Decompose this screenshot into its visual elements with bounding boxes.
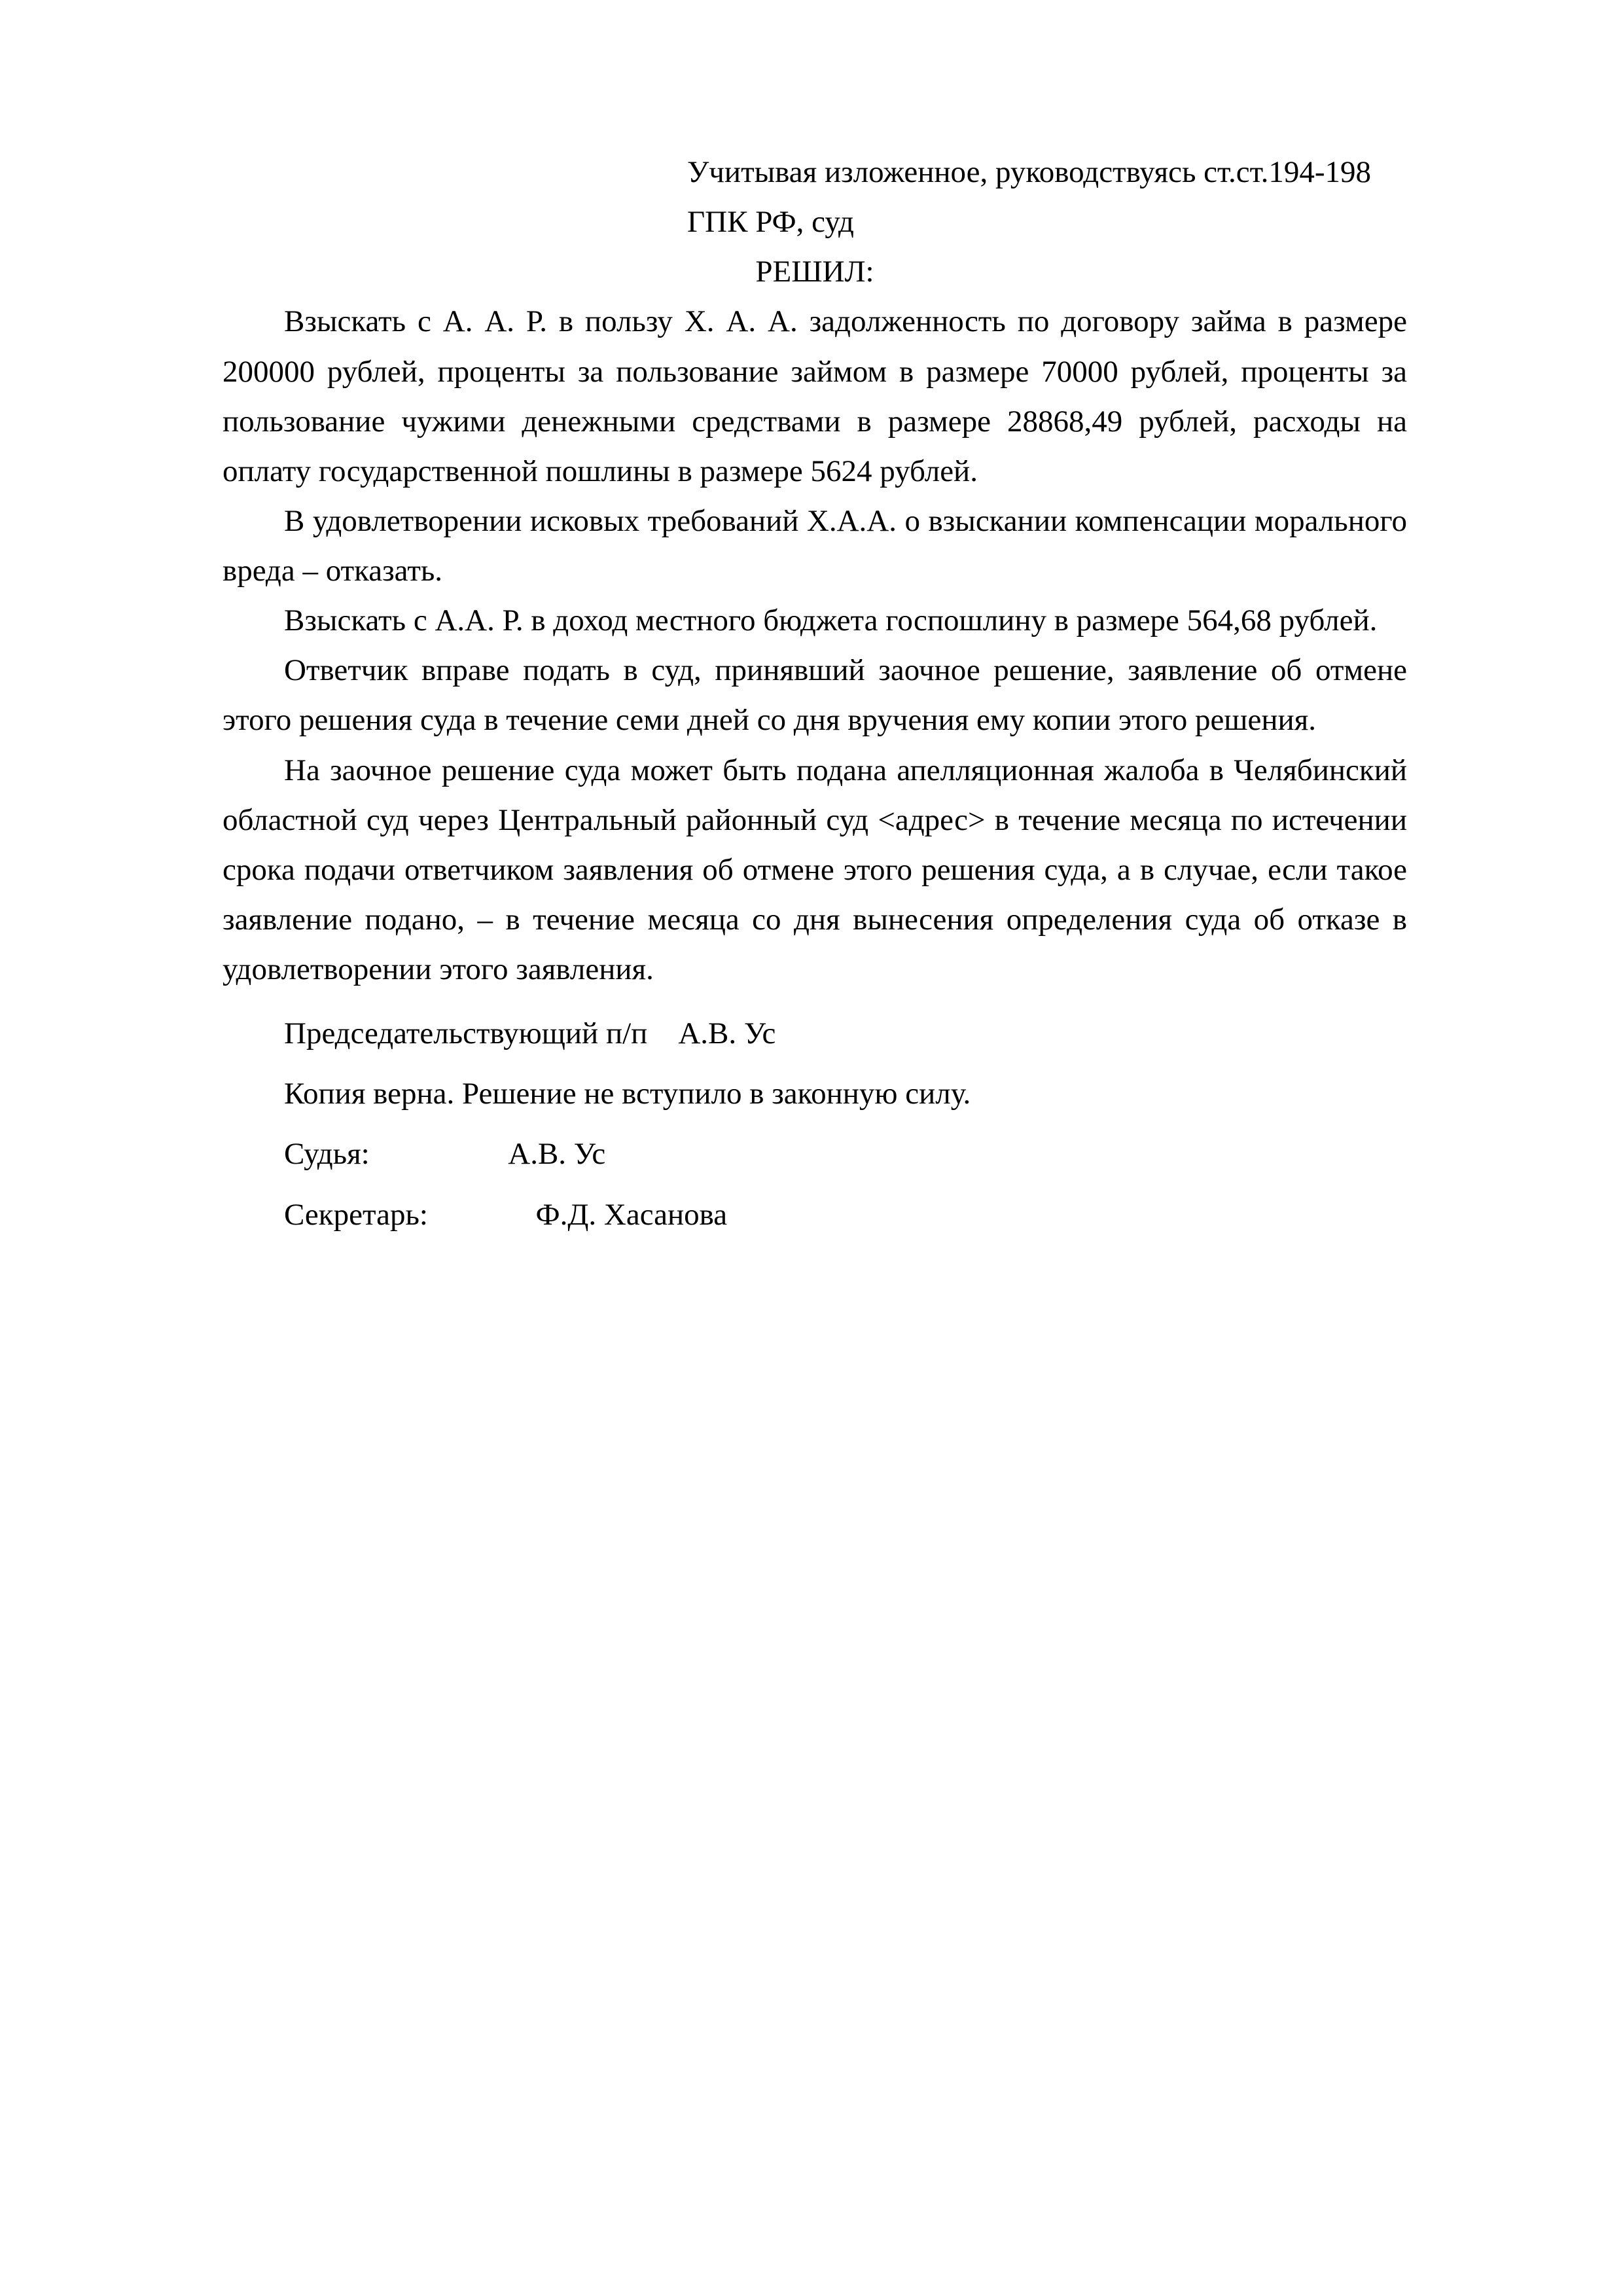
signature-copy-certified [223,1069,1407,1119]
signature-secretary [223,1190,1407,1240]
paragraph-state-duty: Взыскать с А.А. Р. в доход местного бюджета госпошлину в размере 564,68 рублей. [284,603,1378,638]
signature-judge-name: А.В. Ус [508,1137,606,1172]
signature-secretary-name: Ф.Д. Хасанова [535,1197,728,1232]
document-body [223,147,1407,1240]
paragraph-award-main: Взыскать с А. А. Р. в пользу Х. А. А. задолженность по договору займа в размере 200000 рублей, проценты за пользование займом в размере 70000 рублей, проценты за пользование чужими денежными средствами в размере 28868,49 рублей, расходы на оплату государственной пошлины в размере 5624 рублей. [223,304,1407,488]
signature-judge [223,1129,1407,1179]
signature-copy-certified-label: Копия верна. Решение не вступило в законную силу. [284,1077,971,1111]
signature-secretary-label: Секретарь: [284,1197,428,1232]
signature-presiding-label: Председательствующий п/п [284,1016,648,1051]
signature-secretary-gap [428,1198,536,1232]
resolution-heading: РЕШИЛ: [755,255,874,289]
paragraph-appeal-procedure: На заочное решение суда может быть подана апелляционная жалоба в Челябинский областной суд через Центральный районный суд <адрес> в течение месяца по истечении срока подачи ответчиком заявления об отмене этого решения суда, а в случае, если такое заявление подано, – в течение месяца со дня вынесения определения суда об отказе в удовлетворении этого заявления. [223,753,1407,986]
signature-block [223,1009,1407,1240]
signature-presiding-gap [647,1016,678,1050]
signature-judge-label: Судья: [284,1137,370,1172]
signature-presiding [223,1009,1407,1058]
paragraph-intro: Учитывая изложенное, руководствуясь ст.ст.194-198 ГПК РФ, суд [687,155,1372,240]
signature-presiding-name: А.В. Ус [678,1016,776,1051]
paragraph-defendant-rights: Ответчик вправе подать в суд, принявший заочное решение, заявление об отмене этого решения суда в течение семи дней со дня вручения ему копии этого решения. [223,653,1407,738]
paragraph-moral-damages-denied: В удовлетворении исковых требований Х.А.А. о взыскании компенсации морального вреда – отказать. [223,503,1407,588]
signature-judge-gap [370,1137,508,1171]
